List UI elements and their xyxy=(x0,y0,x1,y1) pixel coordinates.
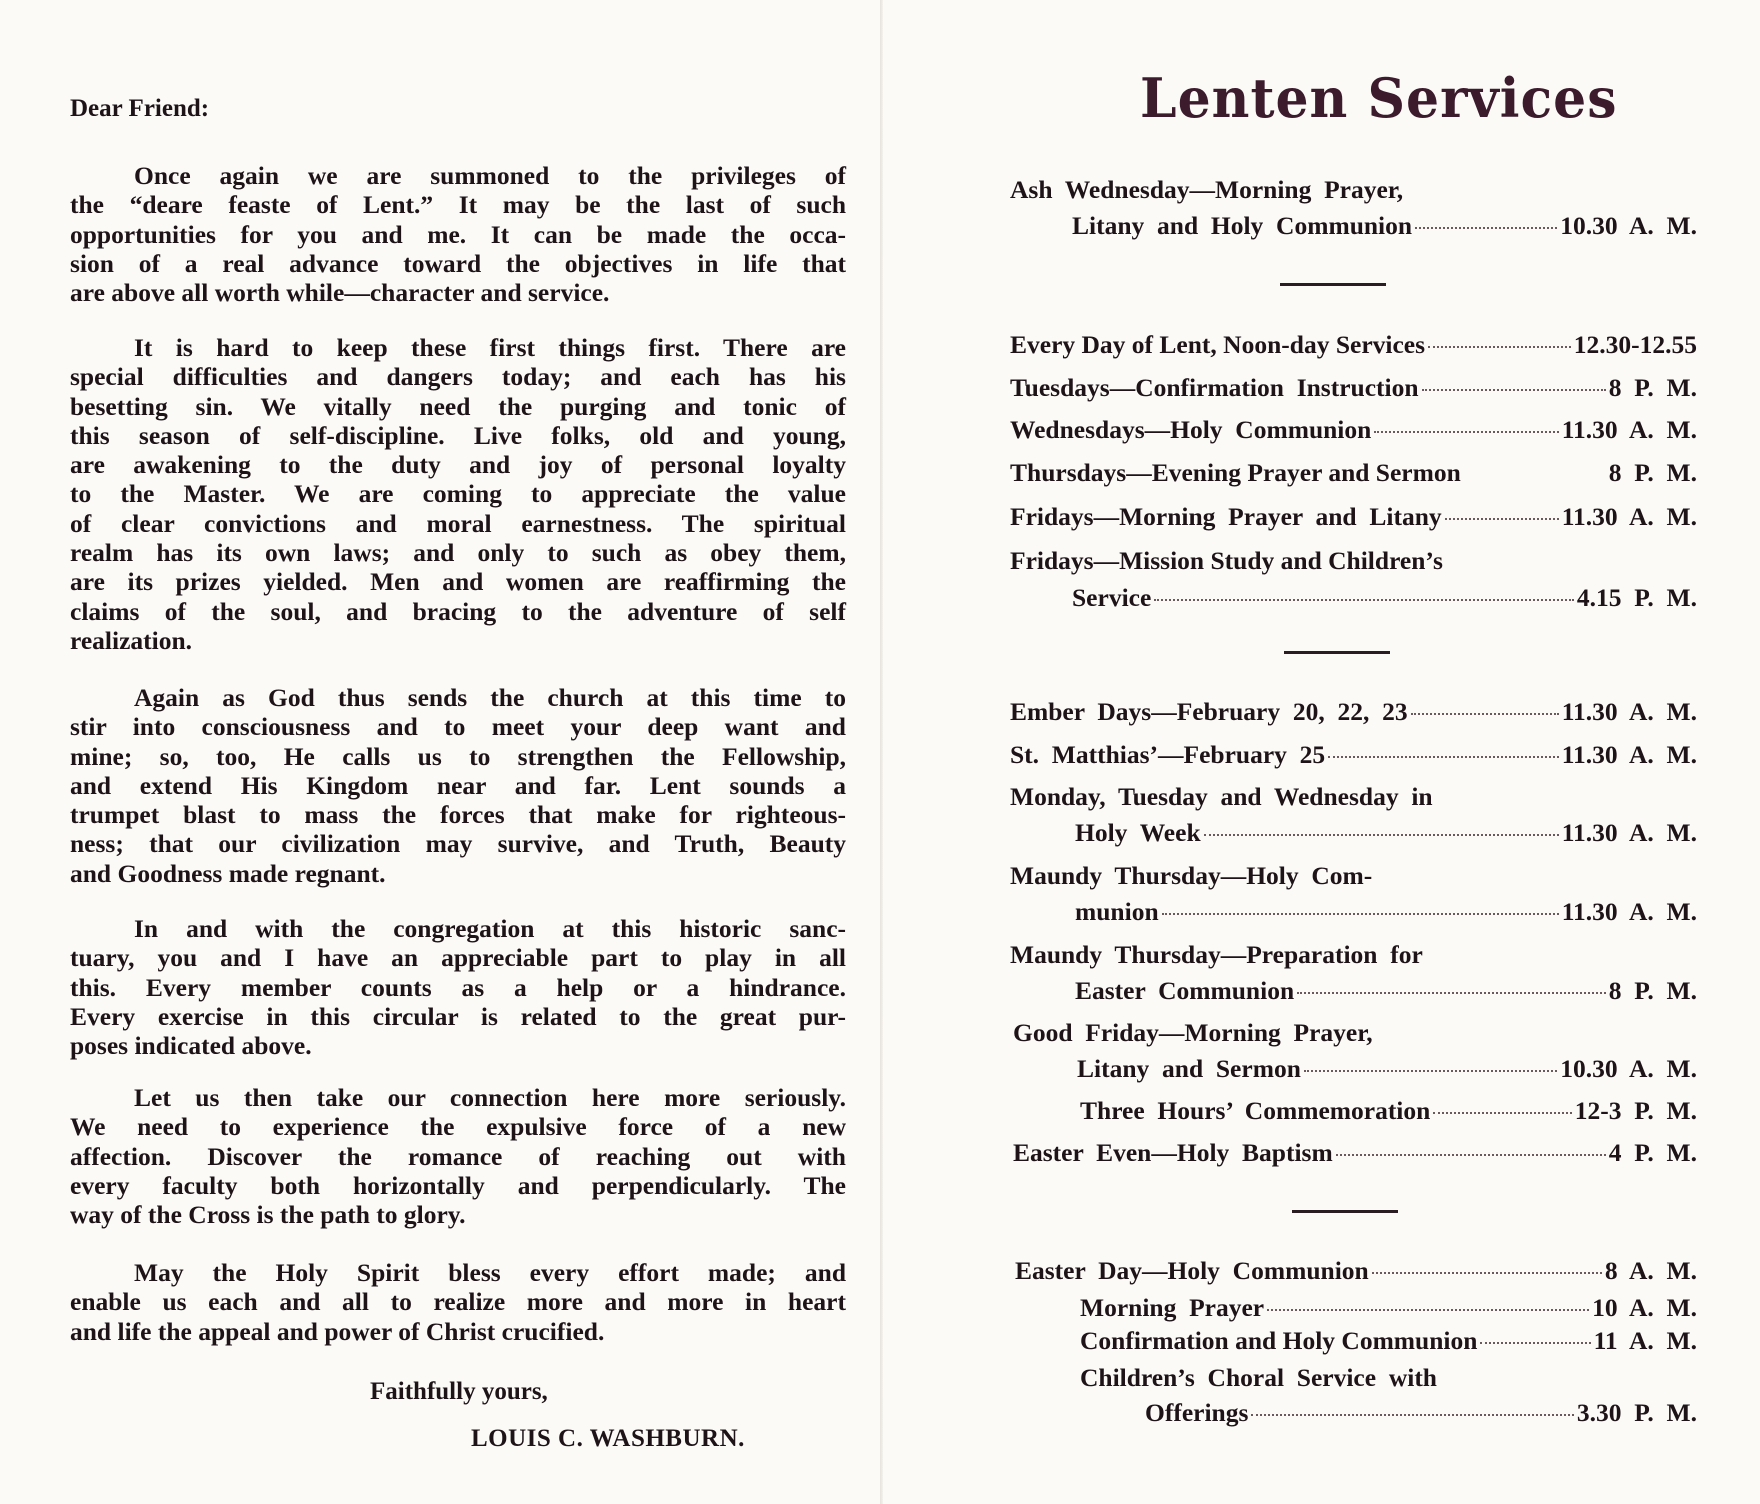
dot-leader xyxy=(1154,599,1574,601)
service-label: Tuesdays—Confirmation Instruction xyxy=(1010,373,1419,402)
service-time: 3.30 P. M. xyxy=(1576,1398,1697,1427)
service-time: 11.30 A. M. xyxy=(1561,818,1697,847)
letter-line: to the Master. We are coming to appreciate the value xyxy=(70,479,846,509)
service-time: 8 P. M. xyxy=(1608,976,1697,1005)
letter-line: It is hard to keep these first things first. There are xyxy=(134,333,846,362)
dot-leader xyxy=(1480,1342,1590,1344)
service-time: 8 P. M. xyxy=(1608,373,1697,402)
letter-line: and Goodness made regnant. xyxy=(70,858,386,888)
letter-line: and life the appeal and power of Christ crucified. xyxy=(70,1316,605,1346)
service-time: 11 A. M. xyxy=(1593,1326,1697,1355)
dot-leader xyxy=(1328,756,1559,758)
services-title: Lenten Services xyxy=(1140,66,1618,131)
letter-line: sion of a real advance toward the objectives in life that xyxy=(70,248,846,278)
letter-line: In and with the congregation at this historic sanc- xyxy=(134,914,846,943)
dot-leader xyxy=(1304,1070,1557,1072)
service-row xyxy=(1010,546,1697,576)
letter-line: Let us then take our connection here more seriously. xyxy=(134,1083,846,1112)
service-label: Maundy Thursday—Holy Com- xyxy=(1010,861,1373,890)
service-time: 10.30 A. M. xyxy=(1560,211,1697,240)
service-row xyxy=(1010,740,1697,770)
divider xyxy=(1292,1210,1398,1213)
service-time: 10.30 A. M. xyxy=(1560,1054,1697,1083)
service-row xyxy=(1080,1363,1697,1393)
service-label: Holy Week xyxy=(1075,818,1201,847)
letter-line: this season of self-discipline. Live folks, old and young, xyxy=(70,420,846,450)
letter-line: tuary, you and I have an appreciable part to play in all xyxy=(70,943,846,973)
service-time: 11.30 A. M. xyxy=(1561,502,1697,531)
letter-paragraph xyxy=(70,914,846,1060)
service-row xyxy=(1013,1018,1697,1048)
service-label: Easter Even—Holy Baptism xyxy=(1013,1138,1333,1167)
service-label: Easter Communion xyxy=(1075,976,1295,1005)
service-label: Ember Days—February 20, 22, 23 xyxy=(1010,697,1408,726)
letter-paragraph xyxy=(70,333,846,655)
service-row xyxy=(1010,861,1697,891)
divider xyxy=(1280,283,1386,286)
service-label: Easter Day—Holy Communion xyxy=(1015,1256,1369,1285)
letter-line: claims of the soul, and bracing to the adventure of self xyxy=(70,596,846,626)
service-label: Wednesdays—Holy Communion xyxy=(1010,415,1372,444)
service-label: St. Matthias’—February 25 xyxy=(1010,740,1326,769)
service-row xyxy=(1080,1293,1697,1323)
service-time: 12-3 P. M. xyxy=(1574,1096,1697,1125)
dot-leader xyxy=(1162,913,1559,915)
service-time: 4 P. M. xyxy=(1608,1138,1697,1167)
service-label: Maundy Thursday—Preparation for xyxy=(1010,940,1423,969)
dot-leader xyxy=(1251,1414,1573,1416)
service-row xyxy=(1145,1398,1697,1428)
dot-leader xyxy=(1204,834,1559,836)
service-row xyxy=(1080,1096,1697,1126)
service-row xyxy=(1015,1256,1697,1286)
letter-line: this. Every member counts as a help or a hindrance. xyxy=(70,972,846,1002)
service-label: Monday, Tuesday and Wednesday in xyxy=(1010,782,1433,811)
service-row xyxy=(1013,1138,1697,1168)
letter-line: are awakening to the duty and joy of personal loyalty xyxy=(70,450,846,480)
service-label: Children’s Choral Service with xyxy=(1080,1363,1437,1392)
service-row xyxy=(1010,697,1697,727)
letter-paragraph xyxy=(70,1258,846,1346)
service-label: Three Hours’ Commemoration xyxy=(1080,1096,1431,1125)
letter-line: special difficulties and dangers today; and each has his xyxy=(70,362,846,392)
service-label: Offerings xyxy=(1145,1398,1249,1427)
letter-line: Again as God thus sends the church at this time to xyxy=(134,683,846,712)
service-row xyxy=(1075,818,1697,848)
service-label: Good Friday—Morning Prayer, xyxy=(1013,1018,1373,1047)
dot-leader xyxy=(1422,389,1606,391)
letter-line: Once again we are summoned to the privileges of xyxy=(134,161,846,190)
letter-line: way of the Cross is the path to glory. xyxy=(70,1200,466,1230)
service-row xyxy=(1010,175,1697,205)
divider xyxy=(1284,651,1390,654)
service-row xyxy=(1010,782,1697,812)
service-time: 11.30 A. M. xyxy=(1561,697,1697,726)
service-label: Litany and Sermon xyxy=(1077,1054,1301,1083)
letter-line: of clear convictions and moral earnestness. The spiritual xyxy=(70,508,846,538)
letter-line: poses indicated above. xyxy=(70,1031,312,1061)
letter-line: are its prizes yielded. Men and women are reaffirming the xyxy=(70,567,846,597)
dot-leader xyxy=(1445,518,1559,520)
service-row xyxy=(1080,1326,1697,1356)
service-row xyxy=(1010,458,1697,488)
closing: Faithfully yours, xyxy=(370,1378,548,1405)
letter-paragraph xyxy=(70,1083,846,1229)
service-label: Thursdays—Evening Prayer and Sermon xyxy=(1010,458,1461,487)
service-label: Fridays—Mission Study and Children’s xyxy=(1010,546,1443,575)
dot-leader xyxy=(1374,431,1558,433)
letter-paragraph xyxy=(70,161,846,307)
dot-leader xyxy=(1267,1309,1589,1311)
letter-line: mine; so, too, He calls us to strengthen the Fellowship, xyxy=(70,741,846,771)
service-row xyxy=(1010,502,1697,532)
service-row xyxy=(1010,373,1697,403)
service-label: munion xyxy=(1075,897,1159,926)
service-row xyxy=(1010,330,1697,360)
service-time: 10 A. M. xyxy=(1592,1293,1697,1322)
service-label: Every Day of Lent, Noon-day Services xyxy=(1010,330,1426,359)
letter-line: ness; that our civilization may survive, and Truth, Beauty xyxy=(70,829,846,859)
service-time: 11.30 A. M. xyxy=(1561,740,1697,769)
service-row xyxy=(1077,1054,1697,1084)
dot-leader xyxy=(1297,992,1606,994)
service-row xyxy=(1072,211,1697,241)
letter-line: the “deare feaste of Lent.” It may be the last of such xyxy=(70,190,846,220)
letter-line: stir into consciousness and to meet your deep want and xyxy=(70,712,846,742)
salutation: Dear Friend: xyxy=(70,95,210,122)
service-row xyxy=(1010,940,1697,970)
dot-leader xyxy=(1428,346,1571,348)
signature: LOUIS C. WASHBURN. xyxy=(471,1425,745,1452)
service-label: Ash Wednesday—Morning Prayer, xyxy=(1010,175,1404,204)
letter-line: May the Holy Spirit bless every effort made; and xyxy=(134,1258,846,1287)
letter-line: affection. Discover the romance of reaching out with xyxy=(70,1141,846,1171)
letter-line: besetting sin. We vitally need the purging and tonic of xyxy=(70,391,846,421)
service-label: Litany and Holy Communion xyxy=(1072,211,1413,240)
service-row xyxy=(1075,897,1697,927)
dot-leader xyxy=(1415,227,1557,229)
service-time: 12.30-12.55 xyxy=(1573,330,1697,359)
service-label: Fridays—Morning Prayer and Litany xyxy=(1010,502,1442,531)
service-time: 11.30 A. M. xyxy=(1561,415,1697,444)
letter-line: realization. xyxy=(70,625,193,655)
dot-leader xyxy=(1433,1112,1571,1114)
service-time: 11.30 A. M. xyxy=(1561,897,1697,926)
letter-line: every faculty both horizontally and perpendicularly. The xyxy=(70,1170,846,1200)
service-time: 8 P. M. xyxy=(1608,458,1697,487)
service-row xyxy=(1075,976,1697,1006)
letter-line: opportunities for you and me. It can be made the occa- xyxy=(70,219,846,249)
letter-paragraph xyxy=(70,683,846,888)
service-row xyxy=(1010,415,1697,445)
letter-line: trumpet blast to mass the forces that make for righteous- xyxy=(70,800,846,830)
dot-leader xyxy=(1372,1272,1602,1274)
letter-line: Every exercise in this circular is related to the great pur- xyxy=(70,1001,846,1031)
service-time: 4.15 P. M. xyxy=(1576,583,1697,612)
letter-line: are above all worth while—character and service. xyxy=(70,278,610,308)
service-row xyxy=(1072,583,1697,613)
dot-leader xyxy=(1336,1154,1606,1156)
letter-line: realm has its own laws; and only to such as obey them, xyxy=(70,538,846,568)
service-label: Service xyxy=(1072,583,1152,612)
service-time: 8 A. M. xyxy=(1604,1256,1697,1285)
letter-line: enable us each and all to realize more and more in heart xyxy=(70,1287,846,1317)
letter-line: We need to experience the expulsive force of a new xyxy=(70,1112,846,1142)
service-label: Confirmation and Holy Communion xyxy=(1080,1326,1478,1355)
letter-line: and extend His Kingdom near and far. Lent sounds a xyxy=(70,770,846,800)
dot-leader xyxy=(1411,713,1559,715)
service-label: Morning Prayer xyxy=(1080,1293,1265,1322)
